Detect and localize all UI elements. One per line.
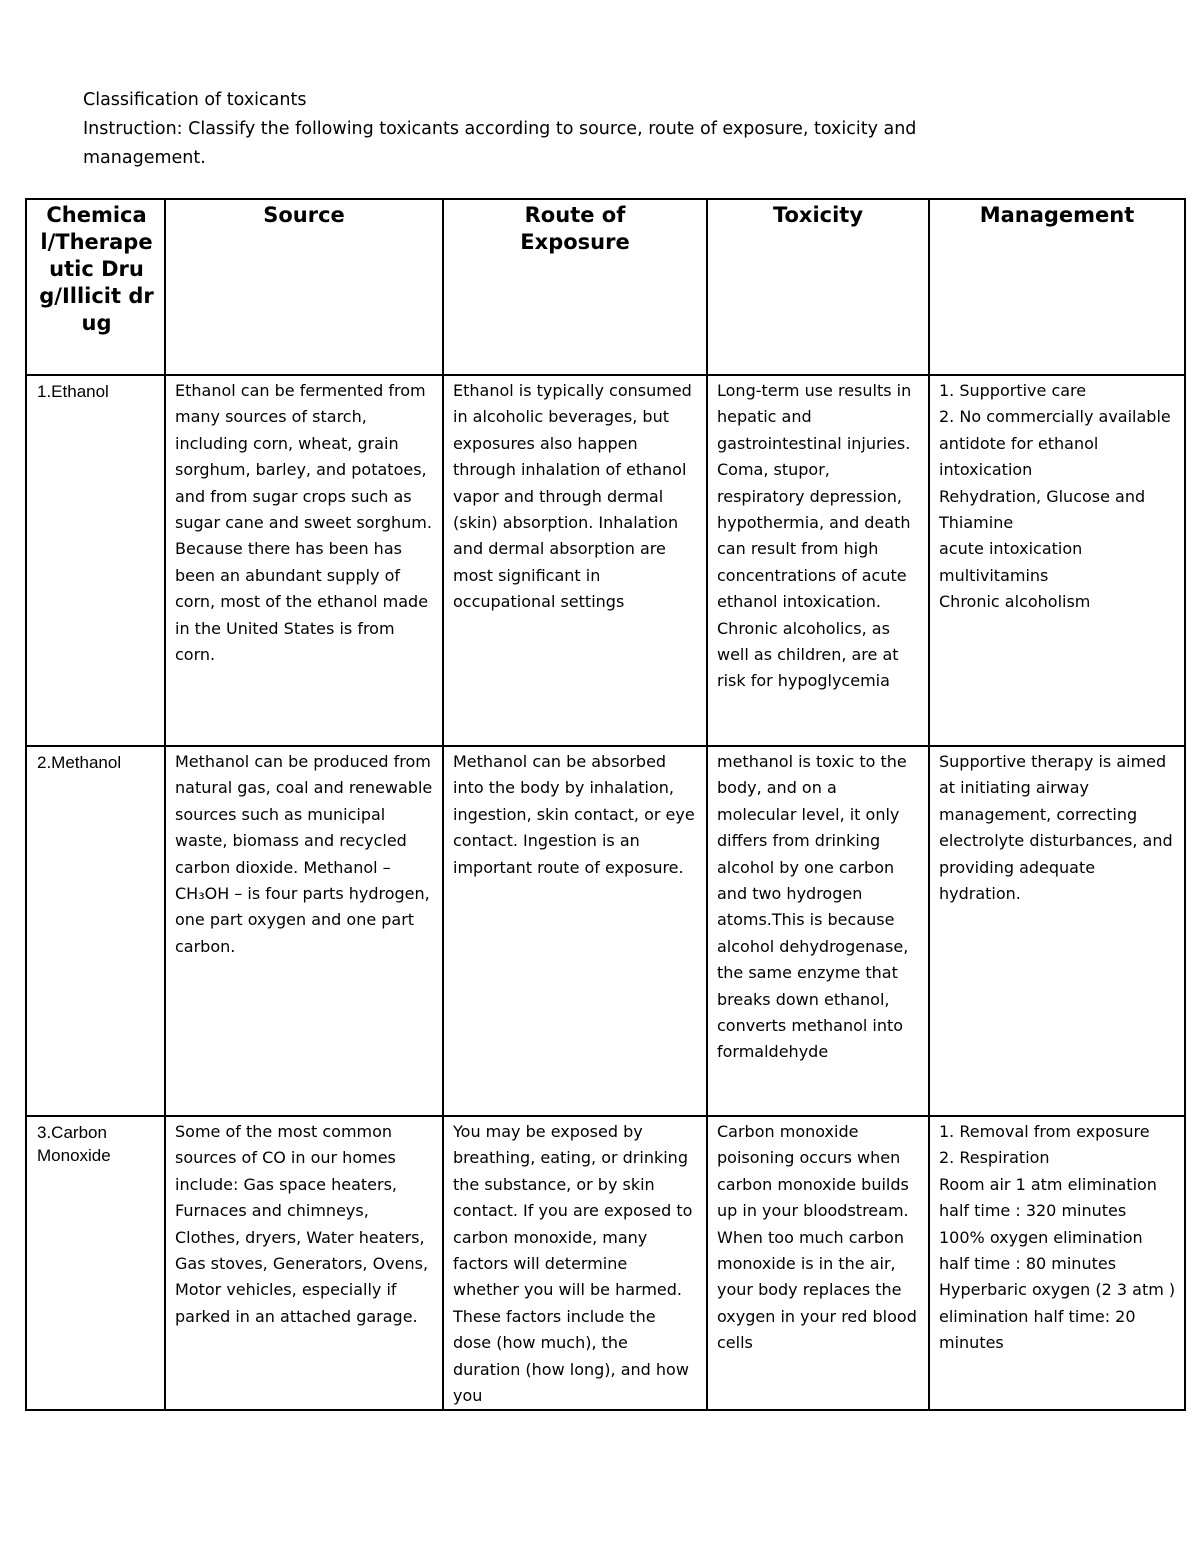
management-line: Hyperbaric oxygen (2 3 atm ) elimination half time: 20 minutes: [939, 1280, 1176, 1353]
route-text: Methanol can be absorbed into the body by inhalation, ingestion, skin contact, or eye contact. Ingestion is an important route of exposure.: [453, 752, 695, 877]
toxicant-name: 1.Ethanol: [37, 382, 109, 401]
route-text: You may be exposed by breathing, eating, or drinking the substance, or by skin contact. If you are exposed to carbon monoxide, many factors will determine whether you will be harmed. These factors include the dose (how much), the duration (how long), and how you: [453, 1122, 693, 1406]
header-source: Source: [165, 199, 443, 375]
header-row: [26, 199, 1185, 375]
source-text: Methanol can be produced from natural gas, coal and renewable sources such as municipal waste, biomass and recycled carbon dioxide. Methanol – CH₃OH – is four parts hydrogen, one part oxygen and one part carbon.: [175, 752, 433, 956]
toxicity-text: Long-term use results in hepatic and gastrointestinal injuries. Coma, stupor, respiratory depression, hypothermia, and death can result from high concentrations of acute ethanol intoxication. Chronic alcoholics, as well as children, are at risk for hypoglycemia: [717, 381, 912, 691]
management-line: 1. Removal from exposure: [939, 1122, 1150, 1141]
header-route: Route of Exposure: [443, 199, 707, 375]
header-toxicity: Toxicity: [707, 199, 929, 375]
table-row-ethanol: [26, 375, 1185, 746]
document-title: Classification of toxicants: [83, 90, 307, 110]
management-line: multivitamins: [939, 565, 1049, 585]
toxicant-name: 3.Carbon Monoxide: [37, 1123, 111, 1165]
cell-name: [26, 375, 165, 746]
management-list: [930, 376, 1184, 616]
header-management: Management: [929, 199, 1185, 375]
management-line: Rehydration, Glucose and Thiamine: [939, 486, 1146, 533]
toxicity-text: methanol is toxic to the body, and on a molecular level, it only differs from drinking alcohol by one carbon and two hydrogen atoms.This is because alcohol dehydrogenase, the same enzyme that breaks down ethanol, converts methanol into formaldehyde: [717, 752, 909, 1062]
cell-toxicity: [707, 375, 929, 746]
cell-source: [165, 746, 443, 1116]
cell-name: [26, 746, 165, 1116]
source-text: Ethanol can be fermented from many sources of starch, including corn, wheat, grain sorghum, barley, and potatoes, and from sugar crops such as sugar cane and sweet sorghum. Because there has been has been an abundant supply of corn, most of the ethanol made in the United States is from corn.: [175, 381, 432, 665]
management-line: acute intoxication: [939, 539, 1083, 559]
cell-source: [165, 375, 443, 746]
management-line: Supportive therapy is aimed at initiating airway management, correcting electrolyte disturbances, and providing adequate hydration.: [939, 752, 1173, 904]
cell-management: [929, 746, 1185, 1116]
cell-route: [443, 1116, 707, 1410]
cell-route: [443, 375, 707, 746]
cell-management: [929, 375, 1185, 746]
table-row-carbon-monoxide: [26, 1116, 1185, 1410]
cell-name: [26, 1116, 165, 1410]
header-chemical: Chemical/Therapeutic Drug/Illicit drug: [26, 199, 165, 375]
management-line: 2. No commercially available antidote for ethanol intoxication: [939, 407, 1171, 480]
toxicant-name: 2.Methanol: [37, 753, 122, 772]
toxicants-table: [25, 198, 1186, 1411]
source-text: Some of the most common sources of CO in our homes include: Gas space heaters, Furnaces and chimneys, Clothes, dryers, Water heaters, Gas stoves, Generators, Ovens, Motor vehicles, especially if parked in an attached garage.: [175, 1122, 429, 1326]
route-text: Ethanol is typically consumed in alcoholic beverages, but exposures also happen through inhalation of ethanol vapor and through dermal (skin) absorption. Inhalation and dermal absorption are most significant in occupational settings: [453, 381, 692, 612]
management-line: Room air 1 atm elimination half time : 320 minutes 100% oxygen elimination half time : 80 minutes: [939, 1174, 1157, 1274]
cell-toxicity: [707, 1116, 929, 1410]
management-list: [930, 1117, 1184, 1357]
instruction-line-2: management.: [83, 148, 206, 168]
management-line: Chronic alcoholism: [939, 592, 1091, 612]
management-line: 1. Supportive care: [939, 381, 1087, 400]
table-row-methanol: [26, 746, 1185, 1116]
intro-block: [83, 86, 1083, 173]
toxicity-text: Carbon monoxide poisoning occurs when carbon monoxide builds up in your bloodstream. When too much carbon monoxide is in the air, your body replaces the oxygen in your red blood cells: [717, 1122, 917, 1353]
cell-route: [443, 746, 707, 1116]
cell-management: [929, 1116, 1185, 1410]
cell-toxicity: [707, 746, 929, 1116]
cell-source: [165, 1116, 443, 1410]
instruction-line-1: Instruction: Classify the following toxicants according to source, route of exposure, toxicity and: [83, 119, 917, 139]
management-list: [930, 747, 1184, 907]
management-line: 2. Respiration: [939, 1148, 1050, 1168]
